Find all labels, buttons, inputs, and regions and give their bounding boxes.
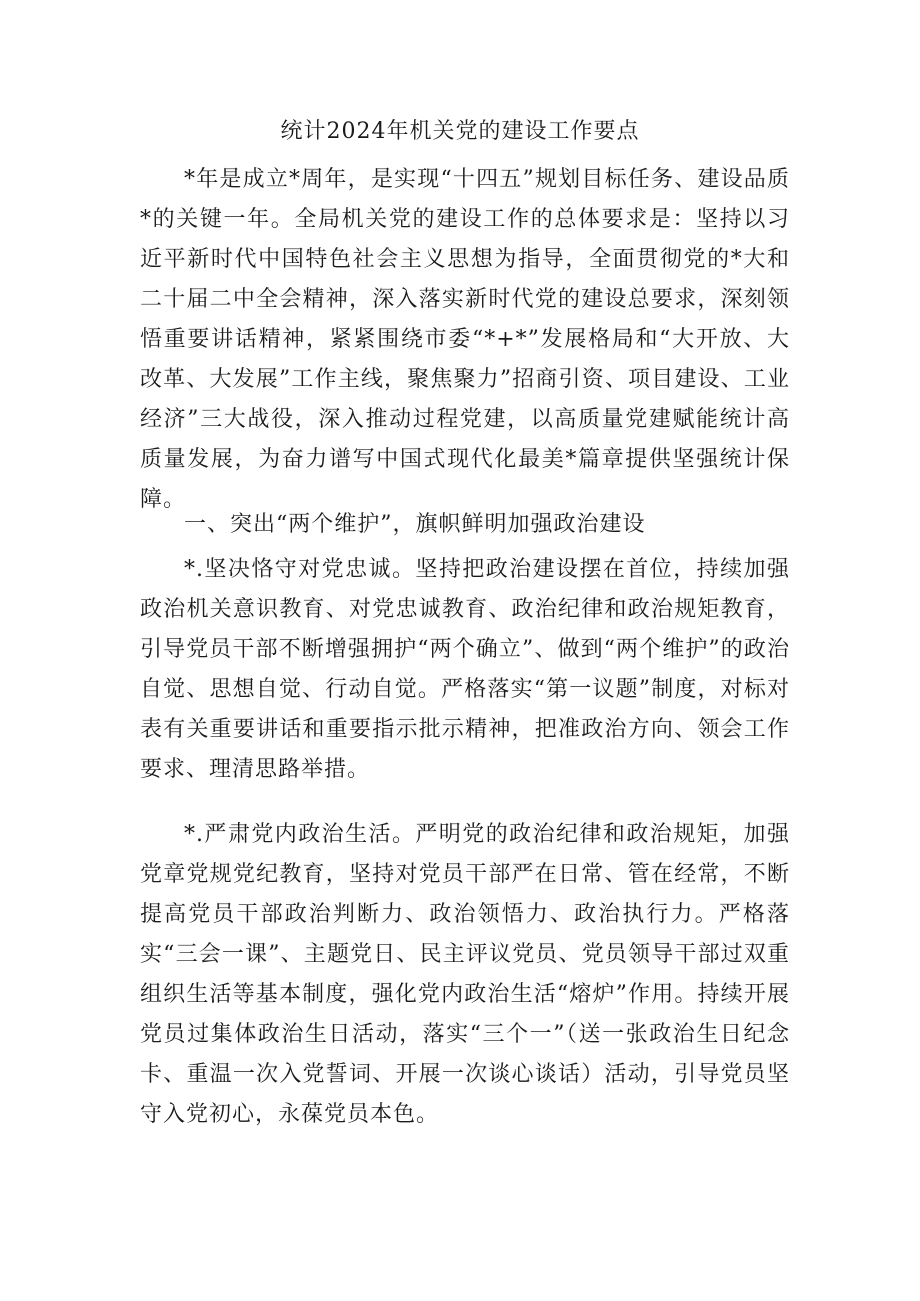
section-1-item-1: *.坚决恪守对党忠诚。坚持把政治建设摆在首位，持续加强政治机关意识教育、对党忠诚教育、政治纪律和政治规矩教育，引导党员干部不断增强拥护“两个确立”、做到“两个维护”的政治自觉、思想自觉、行动自觉。严格落实“第一议题”制度，对标对表有关重要讲话和重要指示批示精神，把准政治方向、领会工作要求、理清思路举措。 bbox=[140, 557, 790, 782]
section-heading-1: 一、突出“两个维护”，旗帜鲜明加强政治建设 bbox=[184, 512, 646, 537]
section-1-item-2: *.严肃党内政治生活。严明党的政治纪律和政治规矩，加强党章党规党纪教育，坚持对党员干部严在日常、管在经常，不断提高党员干部政治判断力、政治领悟力、政治执行力。严格落实“三会一课”、主题党日、民主评议党员、党员领导干部过双重组织生活等基本制度，强化党内政治生活“熔炉”作用。持续开展党员过集体政治生日活动，落实“三个一”（送一张政治生日纪念卡、重温一次入党誓词、开展一次谈心谈话）活动，引导党员坚守入党初心，永葆党员本色。 bbox=[140, 822, 790, 1127]
intro-paragraph: *年是成立*周年，是实现“十四五”规划目标任务、建设品质*的关键一年。全局机关党的建设工作的总体要求是：坚持以习近平新时代中国特色社会主义思想为指导，全面贯彻党的*大和二十届二中全会精神，深入落实新时代党的建设总要求，深刻领悟重要讲话精神，紧紧围绕市委“*+*”发展格局和“大开放、大改革、大发展”工作主线，聚焦聚力”招商引资、项目建设、工业经济”三大战役，深入推动过程党建，以高质量党建赋能统计高质量发展，为奋力谱写中国式现代化最美*篇章提供坚强统计保障。 bbox=[140, 167, 790, 512]
document-title: 统计2024年机关党的建设工作要点 bbox=[280, 119, 640, 144]
